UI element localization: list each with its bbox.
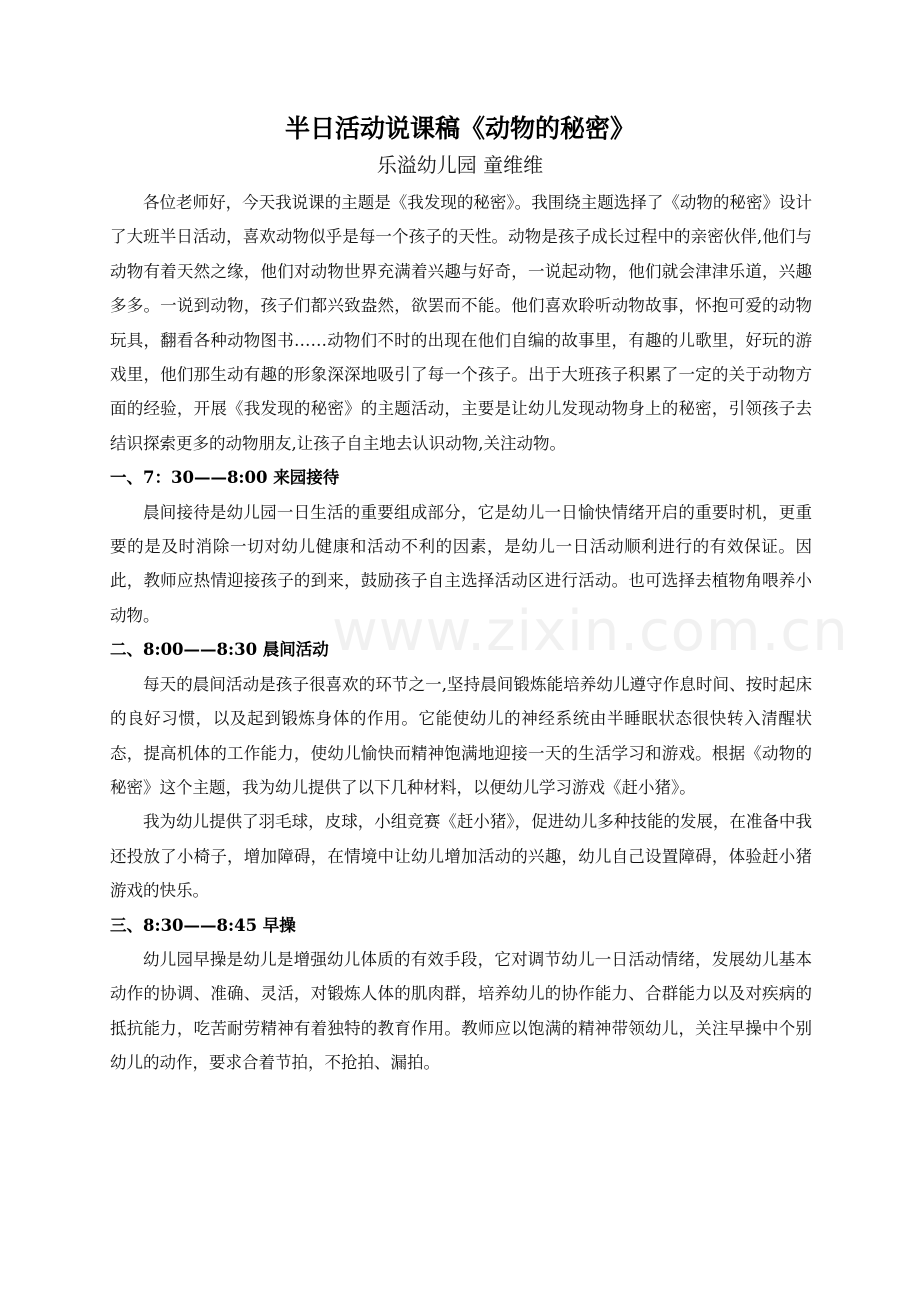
watermark: www.zixin.com.cn — [332, 599, 849, 664]
intro-paragraph: 各位老师好，今天我说课的主题是《我发现的秘密》。我围绕主题选择了《动物的秘密》设计了大班半日活动，喜欢动物似乎是每一个孩子的天性。动物是孩子成长过程中的亲密伙伴,他们与动物有着天然之缘，他们对动物世界充满着兴趣与好奇，一说起动物，他们就会津津乐道，兴趣多多。一说到动物，孩子们都兴致盎然，欲罢而不能。他们喜欢聆听动物故事，怀抱可爱的动物玩具，翻看各种动物图书……动物们不时的出现在他们自编的故事里，有趣的儿歌里，好玩的游戏里，他们那生动有趣的形象深深地吸引了每一个孩子。出于大班孩子积累了一定的关于动物方面的经验，开展《我发现的秘密》的主题活动，主要是让幼儿发现动物身上的秘密，引领孩子去结识探索更多的动物朋友,让孩子自主地去认识动物,关注动物。 — [110, 193, 812, 453]
section-morning-exercise — [110, 909, 812, 1081]
document-author-line: 乐溢幼儿园 童维维 — [376, 153, 544, 177]
section-morning-activity — [110, 633, 812, 908]
section-heading: 二、8:00——8:30 晨间活动 — [110, 640, 329, 660]
section-paragraph: 幼儿园早操是幼儿是增强幼儿体质的有效手段，它对调节幼儿一日活动情绪，发展幼儿基本动作的协调、准确、灵活，对锻炼人体的肌肉群，培养幼儿的协作能力、合群能力以及对疾病的抵抗能力，吃苦耐劳精神有着独特的教育作用。教师应以饱满的精神带领幼儿，关注早操中个别幼儿的动作，要求合着节拍，不抢拍、漏拍。 — [110, 949, 812, 1073]
section-paragraph: 晨间接待是幼儿园一日生活的重要组成部分，它是幼儿一日愉快情绪开启的重要时机，更重要的是及时消除一切对幼儿健康和活动不利的因素，是幼儿一日活动顺利进行的有效保证。因此，教师应热情迎接孩子的到来，鼓励孩子自主选择活动区进行活动。也可选择去植物角喂养小动物。 — [110, 502, 812, 625]
section-reception — [110, 461, 812, 633]
section-paragraph: 我为幼儿提供了羽毛球，皮球，小组竞赛《赶小猪》，促进幼儿多种技能的发展，在准备中我还投放了小椅子，增加障碍，在情境中让幼儿增加活动的兴趣，幼儿自己设置障碍，体验赶小猪游戏的快乐。 — [110, 812, 812, 901]
section-heading: 一、7：30——8:00 来园接待 — [110, 468, 340, 488]
section-heading: 三、8:30——8:45 早操 — [110, 915, 296, 935]
document-body — [110, 186, 812, 1081]
section-paragraph: 每天的晨间活动是孩子很喜欢的环节之一,坚持晨间锻炼能培养幼儿遵守作息时间、按时起床的良好习惯，以及起到锻炼身体的作用。它能使幼儿的神经系统由半睡眠状态很快转入清醒状态，提高机体的工作能力，使幼儿愉快而精神饱满地迎接一天的生活学习和游戏。根据《动物的秘密》这个主题，我为幼儿提供了以下几种材料，以便幼儿学习游戏《赶小猪》。 — [110, 674, 812, 797]
document-title: 半日活动说课稿《动物的秘密》 — [284, 114, 635, 143]
